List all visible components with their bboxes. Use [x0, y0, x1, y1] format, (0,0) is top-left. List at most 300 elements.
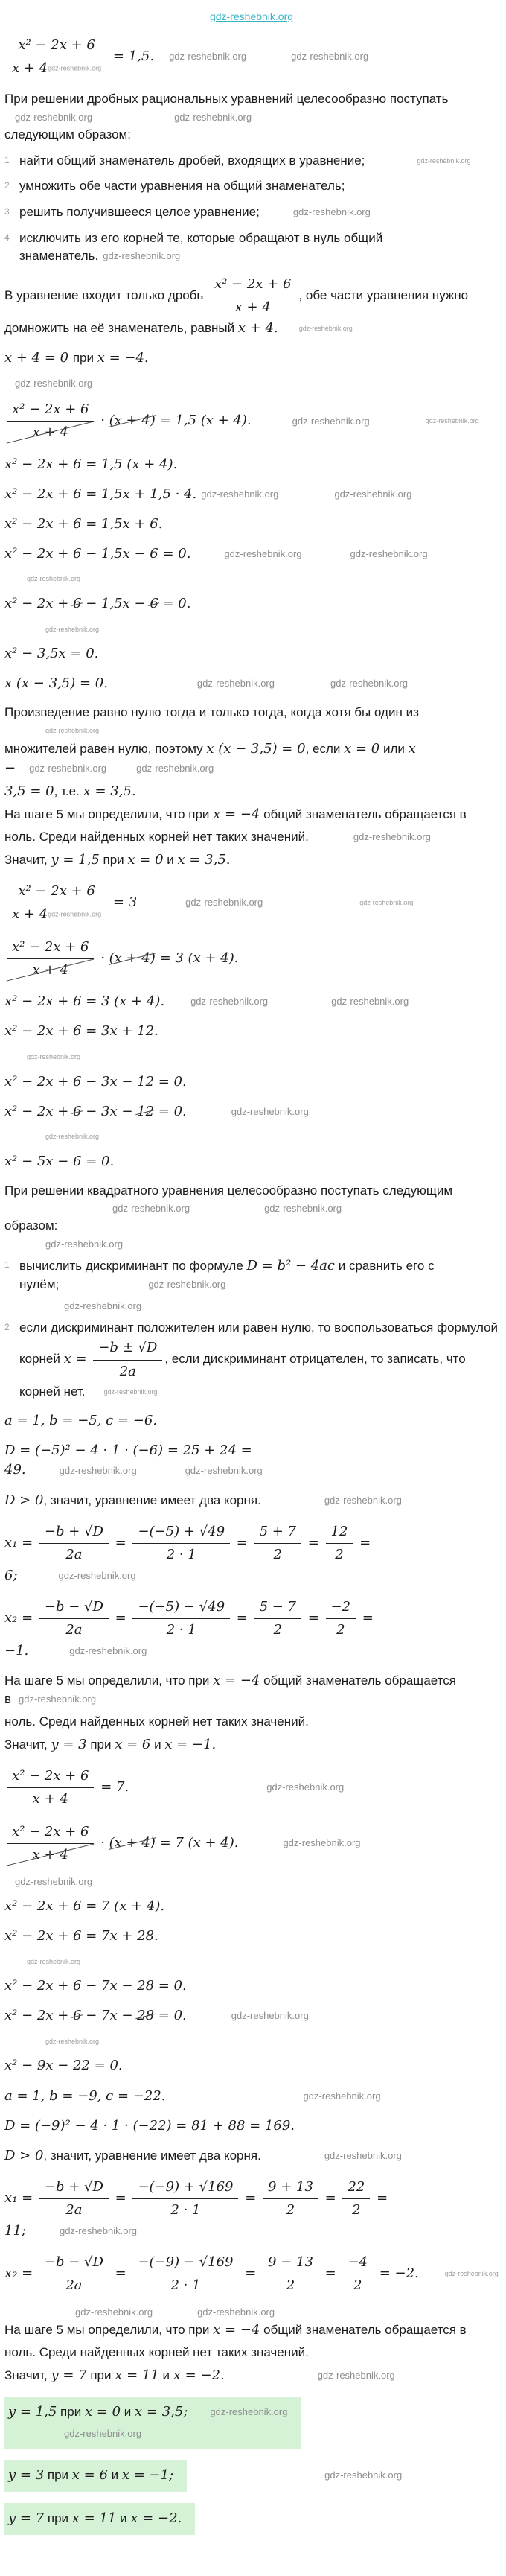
paragraph: [4, 2366, 499, 2385]
fraction: [254, 1522, 301, 1565]
watermark-line: [4, 624, 499, 634]
math-run: − 1,5x −: [81, 595, 150, 611]
watermark-text: gdz-reshebnik.org: [45, 2037, 100, 2045]
math-run: = 1,5 (x + 4).: [155, 413, 252, 429]
watermark-text: gdz-reshebnik.org: [48, 910, 102, 918]
list-item-text: [19, 152, 499, 171]
text-run: вычислить дискриминант по формуле: [19, 1259, 247, 1273]
answer-highlight: [4, 2460, 187, 2492]
watermark-line: [4, 2036, 499, 2046]
fraction-denominator: 2: [335, 1546, 344, 1562]
watermark-text: gdz-reshebnik.org: [264, 1202, 342, 1214]
math-run: x + 4 = 0: [4, 350, 73, 366]
fraction-denominator: 2a: [65, 2277, 83, 2294]
math-run: =: [110, 2265, 131, 2282]
math-run: − 3x −: [81, 1103, 138, 1119]
fraction-denominator: 2a: [65, 1546, 83, 1562]
fraction-numerator: −b − √D: [39, 1597, 109, 1619]
fraction-numerator: x² − 2x + 6: [7, 938, 94, 959]
text-run: и сравнить его с нулём;: [19, 1259, 435, 1292]
math-line: [4, 515, 499, 534]
list-item-number: 1: [4, 154, 10, 165]
watermark-text: gdz-reshebnik.org: [350, 547, 428, 559]
fraction: [93, 1338, 162, 1381]
watermark-text: gdz-reshebnik.org: [353, 831, 431, 843]
math-run: x = −4: [213, 807, 260, 823]
fraction: [342, 2253, 373, 2295]
math-line: [4, 1102, 499, 1122]
watermark-text: gdz-reshebnik.org: [417, 156, 471, 165]
text-run: образом:: [4, 1218, 58, 1233]
list-item: [4, 152, 499, 171]
fraction-numerator: −b − √D: [39, 2253, 109, 2274]
watermark-line: [4, 2307, 499, 2317]
list-item-text: [19, 1256, 499, 1294]
math-run: x = −1.: [164, 1736, 217, 1752]
fraction-denominator: x + 4gdz-reshebnik.org: [12, 906, 102, 923]
math-line: [4, 2056, 499, 2076]
fraction: [7, 938, 94, 980]
math-run: x = −2.: [173, 2367, 225, 2383]
math-run: x₂ =: [4, 2265, 37, 2282]
list-item: [4, 229, 499, 266]
watermark-text: gdz-reshebnik.org: [292, 415, 370, 427]
fraction-denominator: 2a: [119, 1363, 136, 1379]
watermark-text: gdz-reshebnik.org: [15, 111, 93, 123]
fraction: [7, 1766, 94, 1809]
text-run: Значит,: [4, 1737, 51, 1752]
watermark-line: [4, 112, 499, 122]
math-run: y = 1,5: [8, 2404, 57, 2420]
watermark-text: gdz-reshebnik.org: [190, 996, 269, 1008]
watermark-line: [4, 1956, 499, 1966]
math-line: [4, 544, 499, 564]
math-run: = 7.: [96, 1778, 129, 1795]
math-run: x = −4.: [97, 350, 149, 366]
text-run: при: [44, 2468, 72, 2483]
fraction-numerator: 12: [326, 1522, 353, 1544]
text-run: общий знаменатель обращается в: [260, 2323, 467, 2338]
fraction: [132, 1522, 230, 1565]
math-line: [4, 485, 499, 504]
fraction-denominator: 2a: [65, 1622, 83, 1638]
text-run: На шаге 5 мы определили, что при: [4, 1673, 214, 1688]
math-line: [4, 594, 499, 614]
fraction-numerator: x² − 2x + 6: [7, 400, 94, 422]
text-run: при: [86, 1737, 115, 1752]
watermark-text: gdz-reshebnik.org: [185, 897, 263, 909]
list-item-text: [19, 229, 499, 266]
math-line: [4, 1821, 499, 1866]
math-run: = 0.: [158, 595, 191, 611]
text-run: решить получившееся целое уравнение;: [19, 205, 260, 220]
list-item: [4, 1256, 499, 1294]
math-line: [4, 2251, 499, 2297]
math-run: x = 0: [344, 740, 380, 757]
text-run: ноль. Среди найденных корней нет таких значений.: [4, 2345, 309, 2360]
fraction-numerator: −b + √D: [39, 1522, 109, 1544]
math-run: a = 1, b = −5, c = −6.: [4, 1413, 158, 1429]
fraction: [263, 2178, 318, 2220]
fraction-numerator: 9 + 13: [263, 2178, 318, 2199]
watermark-text: gdz-reshebnik.org: [330, 678, 409, 690]
math-run: x² − 2x + 6 − 7x − 28 = 0.: [4, 1978, 187, 1994]
text-run: если дискриминант положителен или равен нулю, то воспользоваться формулой корней: [19, 1320, 499, 1367]
math-run: ·: [96, 413, 109, 429]
watermark-text: gdz-reshebnik.org: [19, 1694, 97, 1705]
math-run: x + 4.: [237, 320, 278, 337]
fraction-denominator: x + 4: [7, 959, 94, 980]
cancelled-term: (x + 4): [109, 411, 156, 430]
fraction-denominator: 2: [336, 1622, 345, 1638]
math-run: = 11;: [4, 2189, 392, 2239]
math-run: x² − 2x + 6 = 7 (x + 4).: [4, 1898, 165, 1915]
paragraph: [4, 90, 499, 109]
math-run: x = 3,5.: [83, 783, 136, 800]
math-run: x² − 2x +: [4, 595, 74, 611]
text-run: При решении дробных рациональных уравнений целесообразно поступать: [4, 92, 449, 106]
paragraph: [4, 1182, 499, 1200]
math-run: x = −2.: [130, 2510, 182, 2526]
math-run: x₂ =: [4, 1610, 37, 1626]
fraction: [132, 2253, 238, 2295]
text-run: умножить обе части уравнения на общий знаменатель;: [19, 179, 345, 194]
watermark-text: gdz-reshebnik.org: [45, 1238, 124, 1250]
list-item-text: [19, 177, 499, 196]
text-run: При решении квадратного уравнения целесообразно поступать следующим: [4, 1183, 453, 1198]
watermark-text: gdz-reshebnik.org: [148, 1279, 226, 1291]
fraction-denominator: 2: [352, 2201, 361, 2218]
cancelled-term: 6: [73, 1102, 81, 1122]
fraction-denominator: x + 4: [234, 299, 271, 316]
fraction-denominator: 2: [286, 2277, 295, 2294]
fraction: [39, 1522, 109, 1565]
cancelled-term: 28: [137, 2006, 154, 2026]
math-line: [4, 2006, 499, 2026]
watermark-text: gdz-reshebnik.org: [317, 2370, 395, 2382]
text-run: следующим образом:: [4, 127, 131, 142]
text-run: На шаге 5 мы определили, что при: [4, 807, 214, 822]
math-line: [4, 1927, 499, 1946]
math-run: x = 0: [127, 851, 164, 868]
watermark-text: gdz-reshebnik.org: [324, 2149, 402, 2161]
math-run: x = 11: [71, 2510, 117, 2526]
text-run: , если дискриминант отрицателен, то записать, что корней нет.: [19, 1352, 466, 1399]
math-run: − 7x −: [81, 2008, 138, 2024]
list-item-number: 2: [4, 1321, 10, 1332]
text-run: и: [150, 1737, 165, 1752]
list-item-number: 1: [4, 1259, 10, 1270]
watermark-header: [4, 9, 499, 24]
math-run: x² − 2x + 6 − 3x − 12 = 0.: [4, 1073, 187, 1090]
paragraph: [4, 782, 499, 801]
fraction-numerator: −(−5) − √49: [132, 1597, 230, 1619]
answer-line: [4, 2503, 499, 2535]
text-run: Значит,: [4, 852, 51, 867]
paragraph: [4, 2321, 499, 2340]
fraction-numerator: −4: [342, 2253, 373, 2274]
watermark-text: gdz-reshebnik.org: [185, 1464, 263, 1476]
answer-highlight: [4, 2503, 195, 2535]
fraction-denominator: x + 4gdz-reshebnik.org: [12, 60, 102, 77]
math-run: x −: [4, 740, 420, 776]
answer-line: [4, 2460, 499, 2492]
list-item-number: 3: [4, 206, 10, 217]
watermark-text: gdz-reshebnik.org: [27, 1053, 81, 1061]
fraction-numerator: 5 + 7: [254, 1522, 301, 1544]
watermark-text: gdz-reshebnik.org: [59, 2225, 138, 2237]
watermark-line: [4, 1052, 499, 1062]
math-run: =: [320, 2189, 341, 2206]
answer-highlight: [4, 2397, 301, 2449]
text-run: и: [163, 852, 178, 867]
text-run: Произведение равно нулю тогда и только тогда, когда хотя бы один из: [4, 705, 419, 720]
watermark-line: [4, 726, 499, 736]
fraction-denominator: 2 · 1: [166, 1546, 196, 1562]
math-line: [4, 880, 499, 926]
watermark-line: [4, 1302, 499, 1311]
watermark-text: gdz-reshebnik.org: [29, 763, 107, 775]
math-line: [4, 1411, 499, 1431]
watermark-text: gdz-reshebnik.org: [298, 325, 353, 333]
watermark-text: gdz-reshebnik.org: [64, 2428, 142, 2439]
watermark-text: gdz-reshebnik.org: [359, 899, 414, 906]
watermark-text: gdz-reshebnik.org: [231, 2010, 309, 2022]
watermark-text: gdz-reshebnik.org: [334, 488, 412, 500]
math-run: = −2.: [374, 2265, 419, 2282]
text-run: и: [107, 2468, 122, 2483]
fraction: [39, 2178, 109, 2220]
math-run: x² − 2x + 6 = 3x + 12.: [4, 1023, 158, 1040]
paragraph: [4, 704, 499, 722]
watermark-text: gdz-reshebnik.org: [69, 1645, 147, 1657]
watermark-text: gdz-reshebnik.org: [59, 1464, 137, 1476]
math-run: ·: [96, 1834, 109, 1851]
math-run: x = 3,5.: [177, 851, 231, 868]
math-run: = 0.: [154, 2008, 187, 2024]
watermark-text: gdz-reshebnik.org: [48, 64, 102, 72]
math-run: a = 1, b = −9, c = −22.: [4, 2087, 166, 2104]
math-run: D > 0: [4, 1492, 44, 1508]
math-run: x₁ =: [4, 2189, 37, 2206]
fraction-numerator: x² − 2x + 6: [7, 1766, 94, 1788]
fraction: [7, 882, 106, 924]
cancelled-term: (x + 4): [109, 1834, 156, 1853]
watermark-text: gdz-reshebnik.org: [174, 111, 252, 123]
fraction: [342, 2178, 370, 2220]
watermark-text: gdz-reshebnik.org: [224, 547, 302, 559]
math-run: y = 3: [51, 1736, 87, 1752]
math-run: x (x − 3,5) = 0: [206, 740, 306, 757]
fraction-denominator: 2 · 1: [170, 2201, 201, 2218]
fraction-numerator: −b ± √D: [93, 1338, 162, 1360]
math-run: x² − 2x + 6 = 7x + 28.: [4, 1928, 158, 1944]
math-run: x² − 3,5x = 0.: [4, 646, 99, 661]
math-run: D > 0: [4, 2147, 44, 2163]
fraction: [209, 275, 296, 317]
fraction: [39, 2253, 109, 2295]
math-line: [4, 1022, 499, 1041]
text-run: , если: [305, 741, 345, 756]
math-line: [4, 2087, 499, 2106]
fraction-denominator: x + 4: [32, 1790, 68, 1807]
math-line: [4, 349, 499, 368]
fraction-denominator: 2 · 1: [170, 2277, 201, 2294]
math-run: x₁ =: [4, 1534, 37, 1551]
math-line: [4, 1072, 499, 1092]
math-run: =: [110, 2189, 131, 2206]
math-run: y = 7: [51, 2367, 87, 2383]
fraction-denominator: 2: [286, 2201, 295, 2218]
math-run: x² − 2x + 6 = 1,5x + 1,5 · 4.: [4, 486, 197, 502]
fraction-denominator: 2: [273, 1622, 282, 1638]
fraction-numerator: −b + √D: [39, 2178, 109, 2199]
watermark-text: gdz-reshebnik.org: [75, 2306, 153, 2318]
math-line: [4, 1521, 499, 1586]
fraction: [263, 2253, 318, 2295]
math-run: =: [232, 1534, 252, 1551]
watermark-line: [4, 1877, 499, 1886]
math-run: y = 1,5: [51, 851, 100, 868]
math-line: [4, 1765, 499, 1810]
watermark-line: [4, 1239, 499, 1249]
math-run: D = (−9)² − 4 · 1 · (−22) = 81 + 88 = 169.: [4, 2117, 295, 2134]
math-line: [4, 1441, 499, 1480]
math-run: =: [240, 2265, 261, 2282]
text-run: или: [380, 741, 409, 756]
text-run: , значит, уравнение имеет два корня.: [43, 2148, 261, 2163]
watermark-text: gdz-reshebnik.org: [210, 2406, 288, 2418]
cancelled-term: 12: [137, 1102, 154, 1122]
fraction-numerator: x² − 2x + 6: [7, 882, 106, 903]
math-run: x = −1;: [121, 2467, 174, 2484]
text-run: Значит,: [4, 2368, 51, 2382]
fraction-denominator: 2: [353, 2277, 362, 2294]
watermark-text: gdz-reshebnik.org: [64, 1300, 142, 1312]
math-line: [4, 1897, 499, 1916]
list-item-text: [19, 203, 499, 222]
fraction-denominator: x + 4: [7, 1844, 94, 1865]
fraction-numerator: x² − 2x + 6: [7, 1822, 94, 1844]
text-run: ноль. Среди найденных корней нет таких значений.: [4, 830, 309, 845]
paragraph: [4, 828, 499, 847]
math-run: D = b² − 4ac: [246, 1258, 335, 1274]
list-item-number: 4: [4, 232, 10, 243]
math-run: = −1.: [4, 1610, 378, 1659]
fraction-denominator: 2a: [65, 2201, 83, 2218]
math-run: x² − 5x − 6 = 0.: [4, 1153, 115, 1169]
math-run: x² − 2x + 6 = 3 (x + 4).: [4, 993, 165, 1010]
math-line: [4, 455, 499, 474]
fraction: [326, 1597, 356, 1640]
fraction-numerator: x² − 2x + 6: [209, 275, 296, 296]
fraction: [254, 1597, 301, 1640]
math-run: 3,5 = 0: [4, 783, 54, 800]
math-run: x² − 2x +: [4, 1103, 74, 1119]
watermark-text: gdz-reshebnik.org: [292, 206, 371, 218]
text-run: при: [72, 351, 97, 366]
fraction-denominator: 2 · 1: [166, 1622, 196, 1638]
page: [4, 9, 499, 2535]
watermark-text: gdz-reshebnik.org: [45, 727, 100, 735]
watermark-text: gdz-reshebnik.org: [15, 1875, 93, 1887]
fraction: [7, 36, 106, 78]
math-run: = 6;: [4, 1534, 375, 1583]
list-item: [4, 1319, 499, 1401]
math-run: =: [304, 1534, 324, 1551]
fraction-numerator: −2: [326, 1597, 356, 1619]
math-run: = 1,5.: [109, 48, 155, 65]
math-run: x = 6: [71, 2467, 108, 2484]
math-run: x² − 2x +: [4, 2008, 74, 2024]
watermark-text: gdz-reshebnik.org: [103, 1387, 158, 1396]
fraction-numerator: −(−5) + √49: [132, 1522, 230, 1544]
paragraph: [4, 1671, 499, 1709]
math-run: =: [304, 1610, 324, 1626]
watermark-text: gdz-reshebnik.org: [231, 1105, 309, 1117]
watermark-text: gdz-reshebnik.org: [324, 2470, 403, 2481]
fraction-numerator: −(−9) + √169: [132, 2178, 238, 2199]
fraction: [132, 1597, 230, 1640]
math-run: y = 7: [8, 2510, 45, 2526]
math-run: D = (−5)² − 4 · 1 · (−6) = 25 + 24 = 49.: [4, 1443, 257, 1478]
math-run: x² − 9x − 22 = 0.: [4, 2058, 123, 2074]
text-run: общий знаменатель обращается в: [260, 807, 467, 822]
math-run: x = −4: [213, 2322, 260, 2338]
math-line: [4, 2117, 499, 2136]
fraction: [326, 1522, 353, 1565]
math-run: =: [110, 1534, 131, 1551]
math-line: [4, 1976, 499, 1996]
text-run: при: [99, 852, 128, 867]
watermark-line: [4, 1132, 499, 1142]
text-run: ноль. Среди найденных корней нет таких значений.: [4, 1714, 309, 1729]
math-line: [4, 674, 499, 693]
math-run: x = 6: [115, 1736, 151, 1752]
answer-line: [4, 2397, 499, 2449]
cancelled-term: (x + 4): [109, 949, 156, 968]
watermark-link[interactable]: gdz-reshebnik.org: [209, 10, 294, 22]
paragraph: [4, 1735, 499, 1755]
math-line: [4, 936, 499, 982]
text-run: и: [116, 2510, 131, 2525]
watermark-text: gdz-reshebnik.org: [103, 250, 181, 262]
watermark-text: gdz-reshebnik.org: [201, 488, 279, 500]
math-run: = 7 (x + 4).: [155, 1834, 239, 1851]
text-run: В уравнение входит только дробь: [4, 288, 207, 303]
fraction-denominator: 2: [273, 1546, 282, 1562]
watermark-text: gdz-reshebnik.org: [444, 2270, 499, 2278]
watermark-text: gdz-reshebnik.org: [27, 575, 81, 583]
watermark-text: gdz-reshebnik.org: [425, 417, 479, 425]
watermark-text: gdz-reshebnik.org: [303, 2090, 381, 2102]
paragraph: [4, 126, 499, 144]
paragraph: [4, 1713, 499, 1731]
math-line: [4, 34, 499, 80]
watermark-text: gdz-reshebnik.org: [45, 625, 100, 633]
cancelled-term: 6: [73, 594, 81, 614]
cancelled-term: 6: [150, 594, 158, 614]
math-run: x =: [63, 1351, 92, 1367]
math-run: x = 0: [84, 2404, 121, 2420]
text-run: множителей равен нулю, поэтому: [4, 741, 207, 756]
math-run: = 0.: [154, 1103, 187, 1119]
text-run: , т.е.: [54, 784, 83, 799]
content: [4, 34, 499, 2534]
watermark-line: [4, 378, 499, 388]
paragraph: [4, 850, 499, 870]
math-line: [4, 2176, 499, 2241]
